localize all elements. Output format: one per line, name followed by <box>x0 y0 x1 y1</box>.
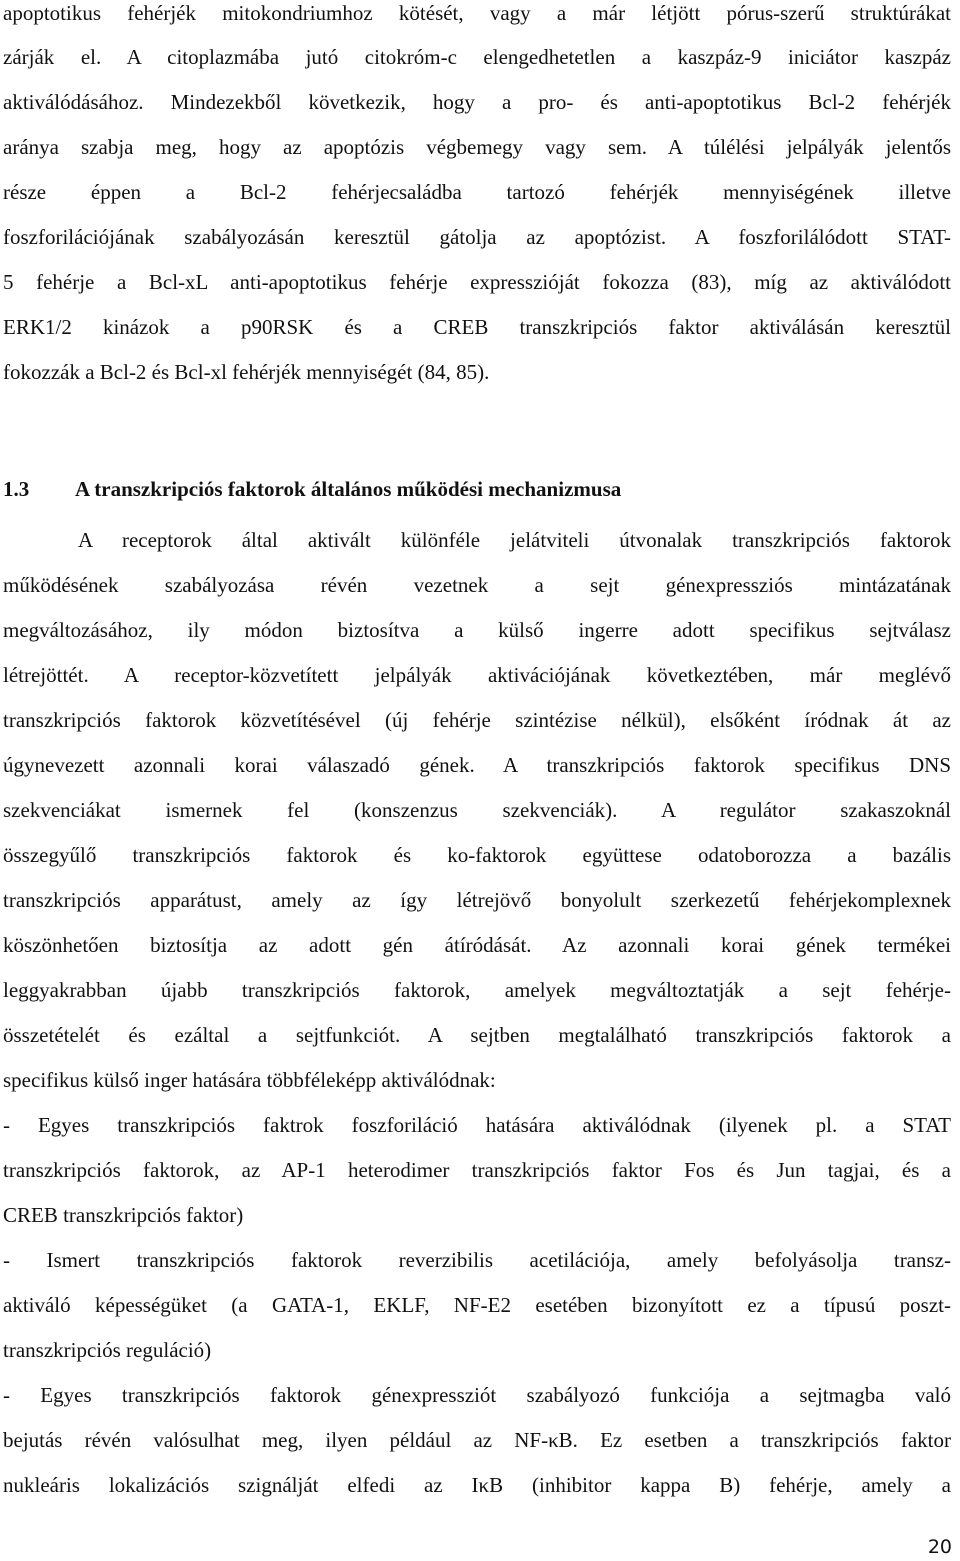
section-number: 1.3 <box>3 477 30 501</box>
text-line: szekvenciákat ismernek fel (konszenzus szekvenciák). A regulátor szakaszoknál <box>3 798 951 822</box>
text-line: transzkripciós apparátust, amely az így létrejövő bonyolult szerkezetű fehérjekomplexnek <box>3 888 951 912</box>
text-line: specifikus külső inger hatására többféleképp aktiválódnak: <box>3 1068 496 1092</box>
text-line: - Egyes transzkripciós faktrok foszforiláció hatására aktiválódnak (ilyenek pl. a STAT <box>3 1113 951 1137</box>
text-line: működésének szabályozása révén vezetnek a sejt génexpressziós mintázatának <box>3 573 951 597</box>
text-line: köszönhetően biztosítja az adott gén átíródását. Az azonnali korai gének termékei <box>3 933 951 957</box>
text-line: aktiváló képességüket (a GATA-1, EKLF, NF-E2 esetében bizonyított ez a típusú poszt- <box>3 1293 951 1317</box>
text-line: foszforilációjának szabályozásán keresztül gátolja az apoptózist. A foszforilálódott STAT- <box>3 225 951 249</box>
text-line: összetételét és ezáltal a sejtfunkciót. A sejtben megtalálható transzkripciós faktorok a <box>3 1023 951 1047</box>
text-line: transzkripciós reguláció) <box>3 1338 212 1362</box>
section-title: A transzkripciós faktorok általános működési mechanizmusa <box>75 477 622 501</box>
text-line: úgynevezett azonnali korai válaszadó gének. A transzkripciós faktorok specifikus DNS <box>3 753 951 777</box>
text-line: aránya szabja meg, hogy az apoptózis végbemegy vagy sem. A túlélési jelpályák jelentős <box>3 135 951 159</box>
text-line: létrejöttét. A receptor-közvetített jelpályák aktivációjának következtében, már meglévő <box>3 663 951 687</box>
text-line: CREB transzkripciós faktor) <box>3 1203 244 1227</box>
page-number: 20 <box>927 1536 952 1558</box>
text-line: - Ismert transzkripciós faktorok reverzibilis acetilációja, amely befolyásolja transz- <box>3 1248 951 1272</box>
text-line: 5 fehérje a Bcl-xL anti-apoptotikus fehérje expresszióját fokozza (83), míg az aktiválódott <box>3 270 951 294</box>
text-line: összegyűlő transzkripciós faktorok és ko-faktorok együttese odatoborozza a bazális <box>3 843 951 867</box>
text-line: apoptotikus fehérjék mitokondriumhoz kötését, vagy a már létjött pórus-szerű struktúrákat <box>3 1 951 25</box>
text-line: transzkripciós faktorok, az AP-1 heterodimer transzkripciós faktor Fos és Jun tagjai, és a <box>3 1158 951 1182</box>
text-line: fokozzák a Bcl-2 és Bcl-xl fehérjék mennyiségét (84, 85). <box>3 360 490 384</box>
text-line: zárják el. A citoplazmába jutó citokróm-c elengedhetetlen a kaszpáz-9 iniciátor kaszpáz <box>3 45 951 69</box>
text-line: - Egyes transzkripciós faktorok génexpressziót szabályozó funkciója a sejtmagba való <box>3 1383 951 1407</box>
text-line: aktiválódásához. Mindezekből következik, hogy a pro- és anti-apoptotikus Bcl-2 fehérjék <box>3 90 951 114</box>
section-heading <box>3 476 621 502</box>
text-line-indented: A receptorok által aktivált különféle jelátviteli útvonalak transzkripciós faktorok <box>78 528 951 552</box>
text-line: transzkripciós faktorok közvetítésével (új fehérje szintézise nélkül), elsőként íródnak át az <box>3 708 951 732</box>
text-line: ERK1/2 kinázok a p90RSK és a CREB transzkripciós faktor aktiválásán keresztül <box>3 315 951 339</box>
text-line: leggyakrabban újabb transzkripciós faktorok, amelyek megváltoztatják a sejt fehérje- <box>3 978 951 1002</box>
text-line: része éppen a Bcl-2 fehérjecsaládba tartozó fehérjék mennyiségének illetve <box>3 180 951 204</box>
text-line: nukleáris lokalizációs szignálját elfedi az IκB (inhibitor kappa B) fehérje, amely a <box>3 1473 951 1497</box>
text-line: bejutás révén valósulhat meg, ilyen például az NF-κB. Ez esetben a transzkripciós faktor <box>3 1428 951 1452</box>
text-line: megváltozásához, ily módon biztosítva a külső ingerre adott specifikus sejtválasz <box>3 618 951 642</box>
